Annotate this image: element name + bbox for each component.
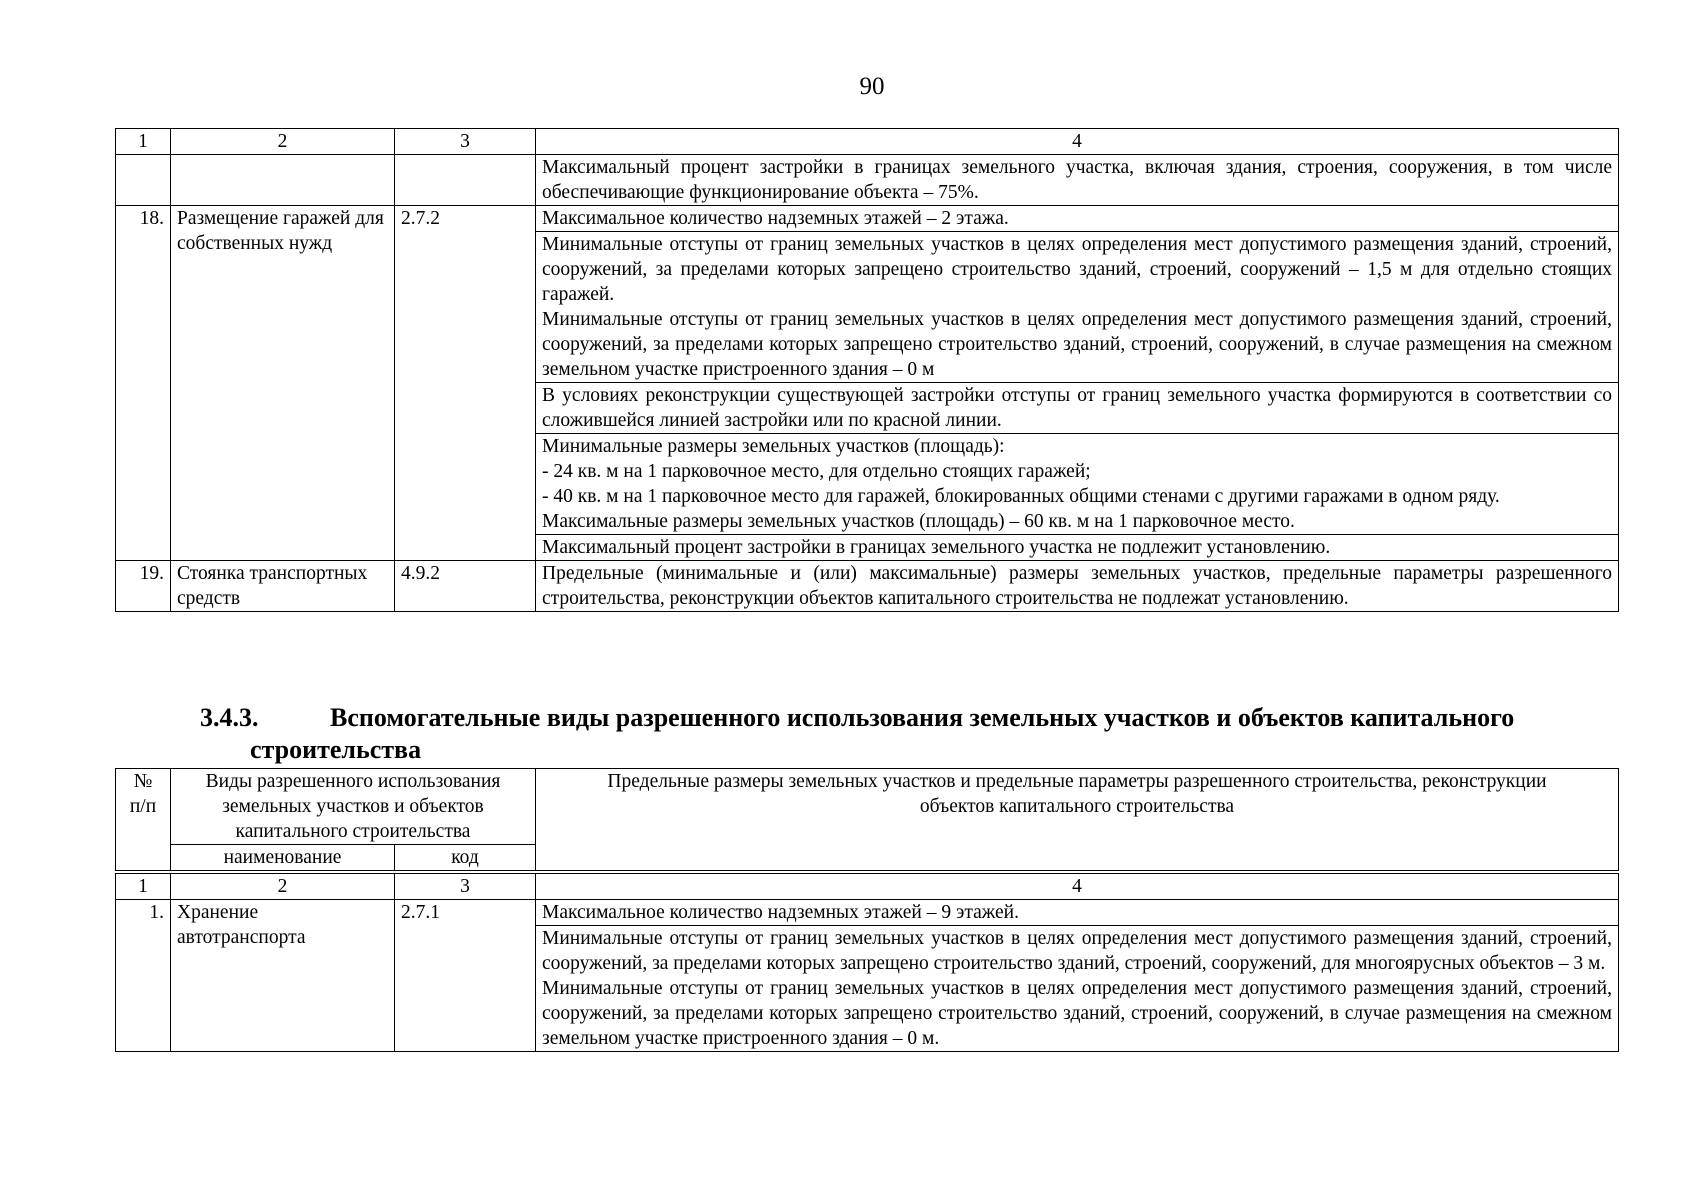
section-title-line1: Вспомогательные виды разрешенного использования земельных участков и объектов капитального <box>330 703 1515 732</box>
table-row-1 <box>116 900 1619 926</box>
page-number: 90 <box>859 73 885 100</box>
section-title-line2: строительства <box>250 735 422 764</box>
row-number-cell <box>116 155 171 206</box>
number-header: № п/п <box>116 769 171 871</box>
name-header: наименование <box>171 845 395 871</box>
column-number: 1 <box>116 874 171 900</box>
column-number: 4 <box>536 129 1619 155</box>
auxiliary-header-table <box>115 768 1619 871</box>
auxiliary-regulations-table <box>115 873 1619 1052</box>
row-number: 18. <box>116 206 171 561</box>
table-row-continued <box>116 155 1619 206</box>
parameter-cell: Максимальный процент застройки в границах земельного участка, включая здания, строения, сооружения, в том числе обеспечивающие функционирование объекта – 75%. <box>536 155 1619 206</box>
column-number: 1 <box>116 129 171 155</box>
parameter-cell: В условиях реконструкции существующей застройки отступы от границ земельного участка формируются в соответствии со сложившейся линией застройки или по красной линии. <box>536 383 1619 434</box>
row-code: 2.7.1 <box>395 900 536 1052</box>
table-row-19 <box>116 561 1619 612</box>
row-number: 1. <box>116 900 171 1052</box>
parameter-cell: Минимальные отступы от границ земельных участков в целях определения мест допустимого размещения зданий, строений, сооружений, за пределами которых запрещено строительство зданий, строений, сооружений, для многоярусных объектов – 3 м. Минимальные отступы от границ земельных участков в целях определения мест допустимого размещения зданий, строений, сооружений, за пределами которых запрещено строительство зданий, строений, сооружений, в случае размещения на смежном земельном участке пристроенного здания – 0 м. <box>536 926 1619 1052</box>
column-number-row <box>116 129 1619 155</box>
parameter-cell: Максимальный процент застройки в границах земельного участка не подлежит установлению. <box>536 535 1619 561</box>
row-code-cell <box>395 155 536 206</box>
column-number-row <box>116 874 1619 900</box>
section-number: 3.4.3. <box>200 703 259 732</box>
column-number: 2 <box>171 874 395 900</box>
row-code: 4.9.2 <box>395 561 536 612</box>
parameter-cell: Минимальные размеры земельных участков (площадь): - 24 кв. м на 1 парковочное место, для отдельно стоящих гаражей; - 40 кв. м на 1 парковочное место для гаражей, блокированных общими стенами с другими гаражами в одном ряду. Максимальные размеры земельных участков (площадь) – 60 кв. м на 1 парковочное место. <box>536 434 1619 535</box>
column-number: 2 <box>171 129 395 155</box>
column-number: 3 <box>395 129 536 155</box>
parameter-cell: Максимальное количество надземных этажей – 2 этажа. <box>536 206 1619 232</box>
row-name-cell <box>171 155 395 206</box>
main-regulations-table <box>115 128 1619 612</box>
row-code: 2.7.2 <box>395 206 536 561</box>
column-number: 4 <box>536 874 1619 900</box>
types-header: Виды разрешенного использования земельных участков и объектов капитального строительства <box>171 769 536 845</box>
code-header: код <box>395 845 536 871</box>
row-number: 19. <box>116 561 171 612</box>
parameter-cell: Предельные (минимальные и (или) максимальные) размеры земельных участков, предельные параметры разрешенного строительства, реконструкции объектов капитального строительства не подлежат установлению. <box>536 561 1619 612</box>
row-name: Хранение автотранспорта <box>171 900 395 1052</box>
row-name: Размещение гаражей для собственных нужд <box>171 206 395 561</box>
row-name: Стоянка транспортных средств <box>171 561 395 612</box>
column-number: 3 <box>395 874 536 900</box>
parameter-cell: Максимальное количество надземных этажей – 9 этажей. <box>536 900 1619 926</box>
section-heading <box>200 702 1630 766</box>
parameter-cell: Минимальные отступы от границ земельных участков в целях определения мест допустимого размещения зданий, строений, сооружений, за пределами которых запрещено строительство зданий, строений, сооружений – 1,5 м для отдельно стоящих гаражей. Минимальные отступы от границ земельных участков в целях определения мест допустимого размещения зданий, строений, сооружений, за пределами которых запрещено строительство зданий, строений, сооружений, в случае размещения на смежном земельном участке пристроенного здания – 0 м <box>536 232 1619 383</box>
table-row-18 <box>116 206 1619 232</box>
params-header: Предельные размеры земельных участков и предельные параметры разрешенного строительства, реконструкции объектов капитального строительства <box>536 769 1619 871</box>
